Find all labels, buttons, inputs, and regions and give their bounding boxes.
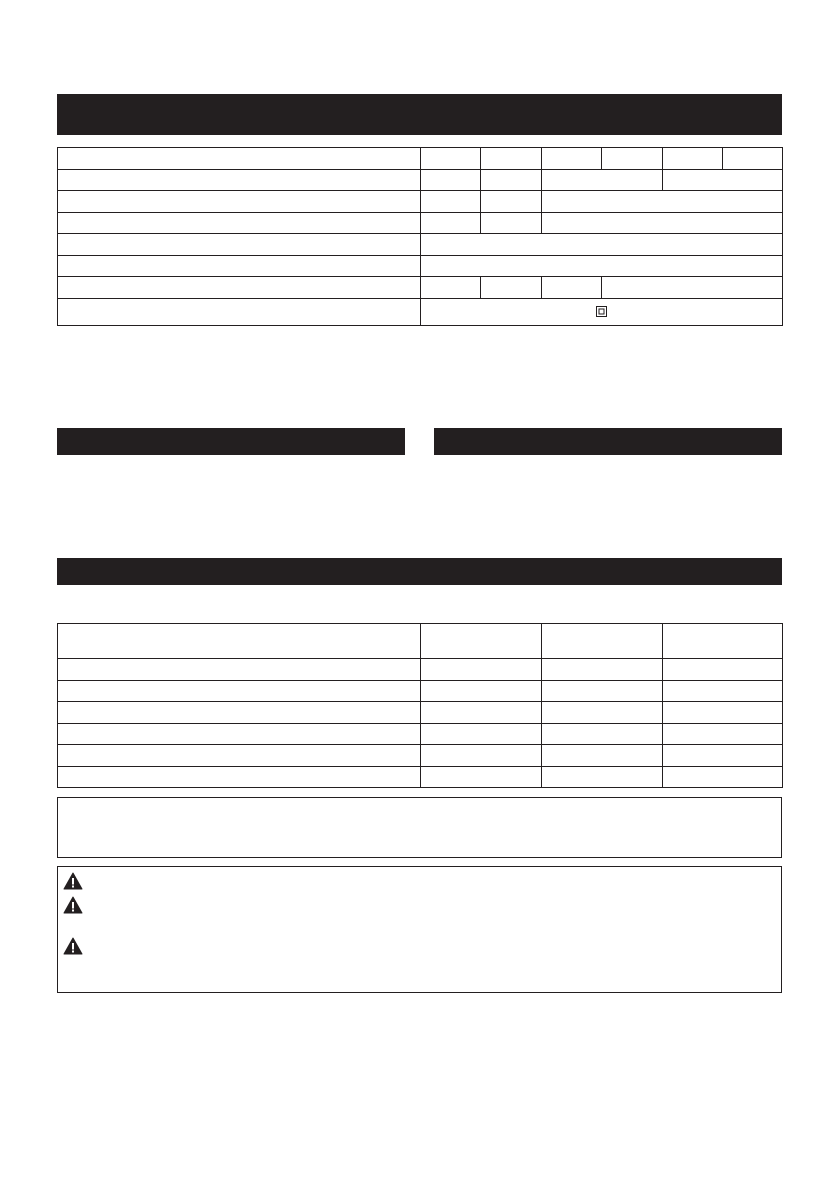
table-row: [58, 148, 783, 170]
table-cell: [542, 702, 663, 724]
table-row: [58, 680, 783, 702]
table-cell: [542, 191, 783, 213]
warning-box: [57, 866, 782, 993]
table-cell: [421, 745, 542, 767]
double-square-insulation-icon: [596, 306, 607, 317]
table-cell: [542, 766, 663, 788]
section-header-bar-noise: [57, 558, 782, 585]
table-cell: [421, 298, 783, 325]
table-cell: [58, 723, 421, 745]
table-cell: [58, 766, 421, 788]
warning-triangle-icon: [63, 896, 83, 914]
table-cell: [421, 234, 783, 256]
table-row: [58, 212, 783, 234]
table-cell: [542, 148, 602, 170]
table-cell: [663, 702, 783, 724]
table-cell: [542, 745, 663, 767]
table-cell: [602, 148, 663, 170]
table-cell: [58, 702, 421, 724]
table-cell: [58, 212, 421, 234]
table-cell: [663, 169, 783, 191]
table-cell: [58, 298, 421, 325]
table-cell: [663, 723, 783, 745]
table-row: [58, 766, 783, 788]
table-cell: [421, 169, 481, 191]
table-cell: [421, 766, 542, 788]
table-cell: [421, 148, 481, 170]
table-row: [58, 745, 783, 767]
table-cell: [542, 212, 783, 234]
table-cell: [542, 680, 663, 702]
table-cell: [421, 702, 542, 724]
specifications-table: [57, 147, 783, 326]
table-cell: [58, 745, 421, 767]
table-cell: [663, 148, 723, 170]
warning-triangle-icon: [63, 937, 83, 955]
table-cell: [663, 659, 783, 681]
table-cell: [481, 277, 542, 299]
section-header-bar-right: [434, 428, 782, 455]
table-cell: [58, 624, 421, 659]
table-cell: [481, 191, 542, 213]
table-row: [58, 277, 783, 299]
table-cell: [58, 277, 421, 299]
table-cell: [58, 191, 421, 213]
table-cell: [663, 624, 783, 659]
table-cell: [421, 277, 481, 299]
table-cell: [481, 212, 542, 234]
warning-triangle-icon: [63, 872, 83, 890]
table-cell: [542, 624, 663, 659]
table-row: [58, 234, 783, 256]
table-cell: [542, 723, 663, 745]
table-row: [58, 624, 783, 659]
table-row: [58, 255, 783, 277]
table-cell: [58, 680, 421, 702]
specifications-title-bar: [57, 94, 782, 135]
table-cell: [542, 169, 663, 191]
table-row: [58, 702, 783, 724]
table-cell: [663, 745, 783, 767]
table-cell: [663, 680, 783, 702]
table-cell: [421, 680, 542, 702]
table-cell: [723, 148, 783, 170]
table-row: [58, 169, 783, 191]
table-cell: [421, 659, 542, 681]
table-cell: [58, 148, 421, 170]
table-row: [58, 723, 783, 745]
table-row: [58, 191, 783, 213]
table-row: [58, 298, 783, 325]
table-cell: [58, 169, 421, 191]
table-row: [58, 659, 783, 681]
table-cell: [542, 659, 663, 681]
table-cell: [421, 255, 783, 277]
table-cell: [58, 659, 421, 681]
noise-table: [57, 623, 783, 788]
table-cell: [602, 277, 783, 299]
table-cell: [481, 148, 542, 170]
table-cell: [663, 766, 783, 788]
table-cell: [421, 723, 542, 745]
section-header-bar-left: [57, 428, 405, 455]
table-cell: [542, 277, 602, 299]
table-cell: [421, 624, 542, 659]
table-cell: [421, 191, 481, 213]
table-cell: [481, 169, 542, 191]
table-cell: [421, 212, 481, 234]
table-cell: [58, 255, 421, 277]
table-cell: [58, 234, 421, 256]
note-box: [57, 797, 782, 858]
